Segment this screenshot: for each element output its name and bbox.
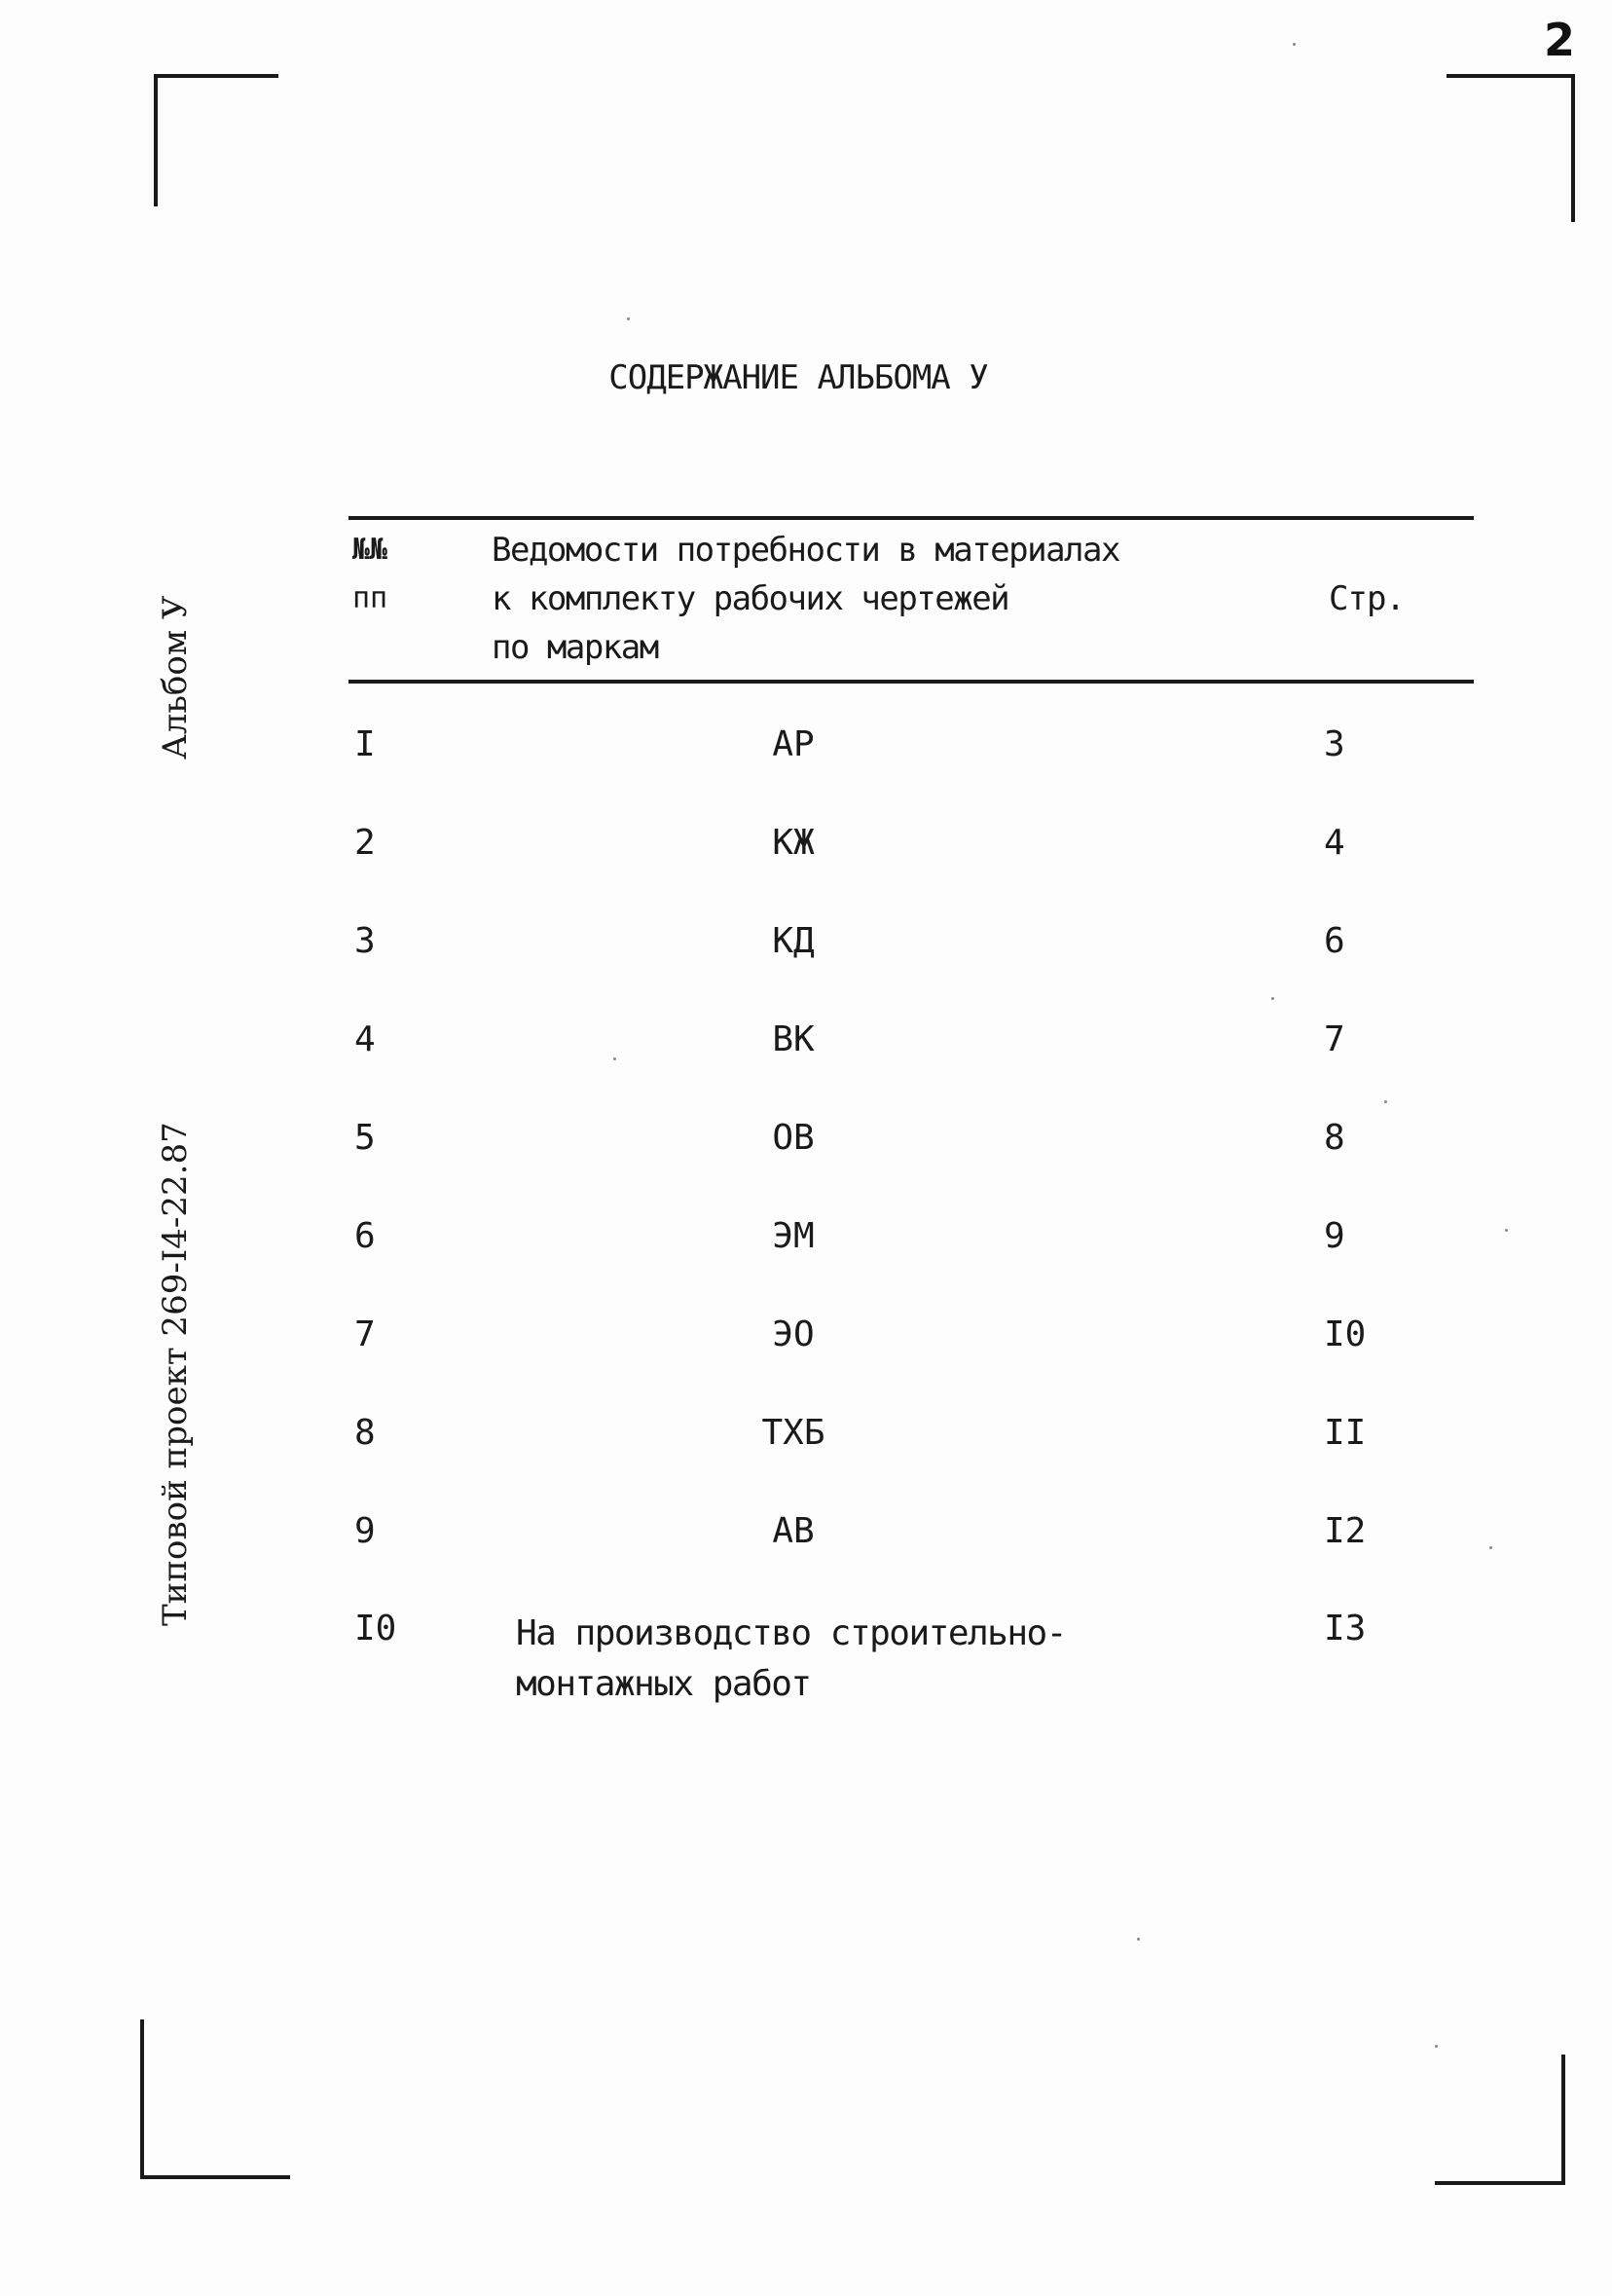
row-mark: ВК [772, 1019, 815, 1059]
row-page: 6 [1324, 921, 1345, 961]
scan-speck [1489, 1546, 1492, 1549]
table-row [0, 823, 1612, 881]
header-number-column [352, 526, 421, 623]
table-top-rule [348, 516, 1474, 520]
corner-bracket-bottom-left-horizontal [140, 2175, 290, 2179]
row-page: 9 [1324, 1216, 1345, 1256]
table-row [0, 1019, 1612, 1078]
row-mark: ЭМ [772, 1216, 815, 1256]
header-page-column: Стр. [1329, 579, 1405, 618]
page-number: 2 [1543, 14, 1575, 66]
table-row [0, 921, 1612, 980]
row-number: 4 [354, 1019, 376, 1059]
row-page: I0 [1324, 1315, 1367, 1354]
row-page: 8 [1324, 1118, 1345, 1158]
scan-speck [1505, 1229, 1508, 1232]
row-mark: АВ [772, 1511, 815, 1551]
table-header-rule [348, 680, 1474, 684]
corner-bracket-top-left-horizontal [154, 74, 278, 78]
table-row [0, 1216, 1612, 1275]
side-album-label: Альбом У [156, 595, 195, 759]
scan-speck [1293, 43, 1296, 46]
header-number-line1: №№ [352, 533, 388, 567]
corner-bracket-bottom-right-vertical [1561, 2055, 1565, 2185]
table-row [0, 724, 1612, 783]
side-project-label: Типовой проект 269-I4-22.87 [156, 1122, 195, 1626]
row-description-line: монтажных работ [516, 1664, 811, 1704]
row-page: I2 [1324, 1511, 1367, 1551]
row-mark: КЖ [772, 823, 815, 863]
header-description-column [492, 526, 1119, 672]
corner-bracket-top-right-horizontal [1447, 74, 1575, 78]
row-mark: ТХБ [761, 1413, 825, 1453]
row-page: 7 [1324, 1019, 1345, 1059]
scan-speck [1137, 1938, 1140, 1941]
header-description-line: по маркам [492, 628, 658, 667]
table-row [0, 1609, 1612, 1716]
row-description-line: На производство строительно- [516, 1613, 1066, 1653]
row-page: II [1324, 1413, 1367, 1453]
row-number: 6 [354, 1216, 376, 1256]
corner-bracket-bottom-right-horizontal [1435, 2181, 1565, 2185]
table-row [0, 1511, 1612, 1570]
row-page: 3 [1324, 724, 1345, 764]
row-mark: КД [772, 921, 815, 961]
row-page: I3 [1324, 1609, 1367, 1648]
header-description-line: Ведомости потребности в материалах [492, 531, 1119, 570]
table-row [0, 1118, 1612, 1176]
scan-speck [613, 1057, 616, 1060]
row-number: I0 [354, 1609, 397, 1648]
row-mark: ЭО [772, 1315, 815, 1354]
row-mark: ОВ [772, 1118, 815, 1158]
row-mark: АР [772, 724, 815, 764]
table-row [0, 1315, 1612, 1373]
header-number-line2: пп [352, 581, 388, 615]
row-number: 9 [354, 1511, 376, 1551]
corner-bracket-top-right-vertical [1571, 74, 1575, 222]
row-page: 4 [1324, 823, 1345, 863]
row-number: I [354, 724, 376, 764]
header-description-line: к комплекту рабочих чертежей [492, 579, 1009, 618]
scan-speck [1384, 1100, 1387, 1103]
scan-speck [1271, 997, 1274, 1000]
row-number: 8 [354, 1413, 376, 1453]
row-number: 7 [354, 1315, 376, 1354]
corner-bracket-top-left-vertical [154, 74, 158, 206]
scan-speck [627, 317, 630, 320]
row-description [516, 1609, 1139, 1710]
row-number: 3 [354, 921, 376, 961]
scan-speck [1435, 2045, 1438, 2048]
row-number: 2 [354, 823, 376, 863]
table-row [0, 1413, 1612, 1471]
page-title: СОДЕРЖАНИЕ АЛЬБОМА У [608, 358, 988, 397]
row-number: 5 [354, 1118, 376, 1158]
corner-bracket-bottom-left-vertical [140, 2019, 144, 2177]
